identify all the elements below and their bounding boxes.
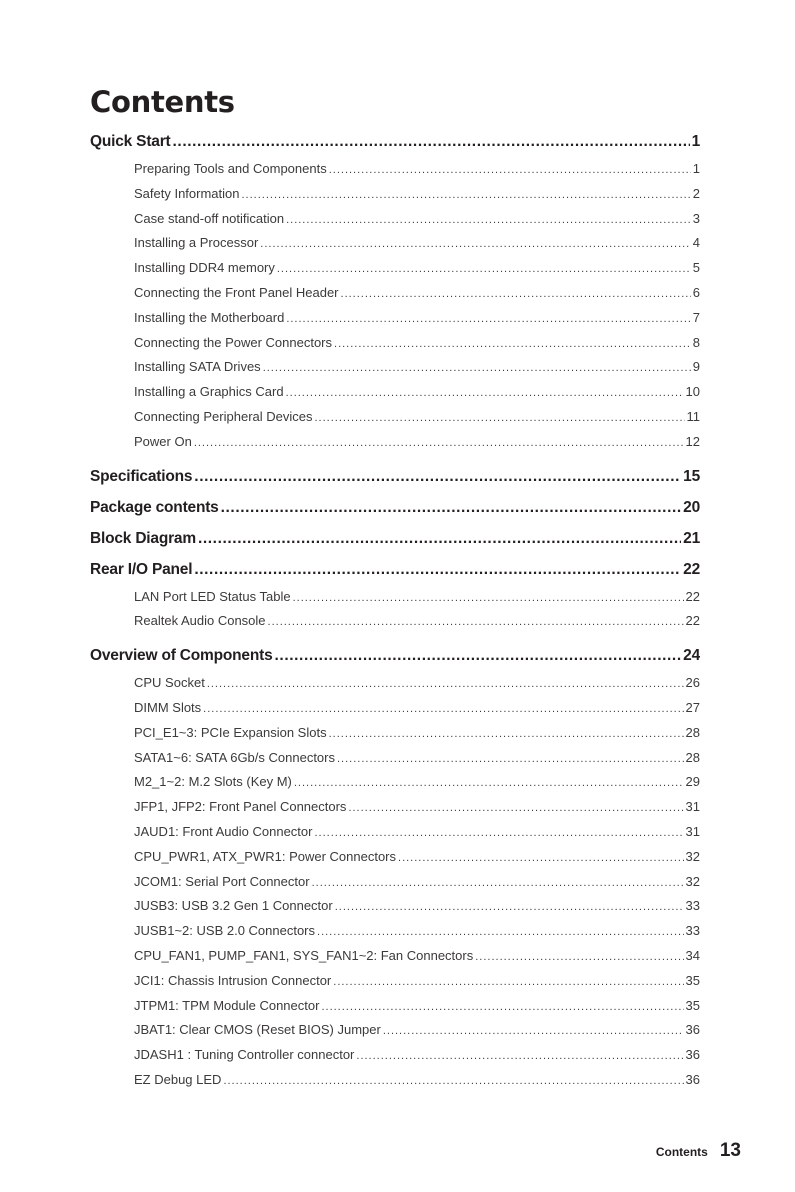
toc-dot-leader — [277, 263, 691, 275]
toc-entry-title: Case stand-off notification — [134, 210, 285, 226]
toc-dot-leader — [223, 1075, 683, 1087]
toc-subsection-entry[interactable] — [90, 998, 700, 1023]
toc-entry-page-number: 22 — [685, 613, 700, 629]
toc-entry-page-number: 32 — [685, 848, 700, 864]
toc-subsection-entry[interactable] — [90, 310, 700, 335]
toc-entry-page-number: 2 — [692, 185, 700, 201]
toc-entry-title: Block Diagram — [90, 529, 196, 547]
toc-section-entry[interactable] — [90, 130, 700, 161]
toc-dot-leader — [294, 777, 684, 789]
toc-subsection-entry[interactable] — [90, 948, 700, 973]
toc-entry-page-number: 6 — [692, 284, 700, 300]
toc-subsection-entry[interactable] — [90, 409, 700, 434]
toc-entry-title: EZ Debug LED — [134, 1071, 222, 1087]
toc-entry-page-number: 8 — [692, 334, 700, 350]
toc-entry-page-number: 36 — [685, 1071, 700, 1087]
toc-dot-leader — [263, 362, 691, 374]
toc-entry-page-number: 9 — [692, 359, 700, 375]
toc-subsection-entry[interactable] — [90, 359, 700, 384]
toc-subsection-entry[interactable] — [90, 799, 700, 824]
toc-subsection-entry[interactable] — [90, 1047, 700, 1072]
toc-entry-page-number: 33 — [685, 923, 700, 939]
toc-entry-title: LAN Port LED Status Table — [134, 588, 291, 604]
toc-subsection-entry[interactable] — [90, 824, 700, 849]
toc-entry-page-number: 22 — [683, 560, 700, 578]
toc-subsection-entry[interactable] — [90, 589, 700, 614]
toc-entry-page-number: 1 — [691, 133, 700, 150]
toc-entry-page-number: 7 — [692, 309, 700, 325]
toc-entry-page-number: 27 — [685, 699, 700, 715]
toc-entry-title: Package contents — [90, 498, 219, 516]
toc-entry-title: JCOM1: Serial Port Connector — [134, 873, 310, 889]
toc-section-entry[interactable] — [90, 527, 700, 558]
toc-entry-page-number: 10 — [685, 384, 700, 400]
toc-entry-title: JAUD1: Front Audio Connector — [134, 823, 313, 839]
toc-entry-page-number: 21 — [683, 529, 700, 547]
toc-subsection-entry[interactable] — [90, 335, 700, 360]
toc-entry-page-number: 1 — [692, 161, 700, 176]
toc-dot-leader — [329, 164, 691, 176]
toc-entry-title: Connecting Peripheral Devices — [134, 408, 313, 424]
toc-dot-leader — [194, 561, 681, 579]
toc-dot-leader — [348, 802, 683, 814]
toc-section-entry[interactable] — [90, 465, 700, 496]
toc-entry-title: Installing DDR4 memory — [134, 260, 275, 276]
toc-entry-title: CPU Socket — [134, 675, 205, 691]
toc-entry-title: Connecting the Power Connectors — [134, 334, 333, 350]
page-footer — [656, 1140, 741, 1162]
toc-dot-leader — [221, 499, 682, 517]
toc-entry-title: Installing a Graphics Card — [134, 384, 284, 400]
toc-dot-leader — [198, 530, 681, 548]
toc-entry-page-number: 26 — [685, 675, 700, 691]
toc-entry-title: Installing the Motherboard — [134, 309, 285, 325]
toc-dot-leader — [356, 1050, 683, 1062]
toc-dot-leader — [314, 412, 684, 424]
toc-entry-title: Power On — [134, 433, 192, 449]
toc-entry-title: DIMM Slots — [134, 699, 202, 715]
toc-section-entry[interactable] — [90, 496, 700, 527]
toc-entry-title: SATA1~6: SATA 6Gb/s Connectors — [134, 749, 335, 765]
toc-entry-title: Connecting the Front Panel Header — [134, 284, 339, 300]
toc-entry-page-number: 28 — [685, 749, 700, 765]
toc-entry-page-number: 5 — [692, 260, 700, 276]
toc-dot-leader — [312, 877, 684, 889]
toc-dot-leader — [268, 616, 684, 628]
toc-dot-leader — [286, 214, 691, 226]
toc-dot-leader — [335, 901, 684, 913]
toc-dot-leader — [286, 387, 684, 399]
toc-section-entry[interactable] — [90, 558, 700, 589]
toc-entry-page-number: 34 — [685, 947, 700, 963]
toc-entry-page-number: 24 — [683, 647, 700, 665]
toc-dot-leader — [242, 189, 691, 201]
toc-subsection-entry[interactable] — [90, 849, 700, 874]
toc-dot-leader — [194, 437, 684, 449]
toc-subsection-entry[interactable] — [90, 235, 700, 260]
toc-dot-leader — [203, 703, 683, 715]
toc-subsection-entry[interactable] — [90, 774, 700, 799]
footer-section-label: Contents — [655, 1145, 708, 1159]
toc-subsection-entry[interactable] — [90, 898, 700, 923]
toc-entry-page-number: 4 — [692, 235, 700, 251]
toc-subsection-entry[interactable] — [90, 161, 700, 186]
toc-dot-leader — [321, 1001, 683, 1013]
toc-entry-page-number: 12 — [685, 433, 700, 449]
toc-entry-page-number: 22 — [685, 588, 700, 604]
toc-entry-title: JTPM1: TPM Module Connector — [134, 997, 320, 1013]
toc-subsection-entry[interactable] — [90, 874, 700, 899]
toc-subsection-entry[interactable] — [90, 260, 700, 285]
toc-dot-leader — [383, 1025, 684, 1037]
toc-dot-leader — [314, 827, 683, 839]
toc-subsection-entry[interactable] — [90, 1022, 700, 1047]
toc-dot-leader — [173, 133, 690, 151]
toc-entry-page-number: 32 — [685, 873, 700, 889]
toc-subsection-entry[interactable] — [90, 725, 700, 750]
toc-entry-title: Installing a Processor — [134, 235, 259, 251]
toc-entry-page-number: 15 — [683, 467, 700, 485]
toc-dot-leader — [260, 238, 690, 250]
toc-dot-leader — [194, 468, 681, 486]
toc-subsection-entry[interactable] — [90, 1072, 700, 1097]
toc-subsection-entry[interactable] — [90, 211, 700, 236]
toc-dot-leader — [329, 728, 684, 740]
toc-entry-title: JFP1, JFP2: Front Panel Connectors — [134, 799, 347, 815]
page-title: Contents — [90, 85, 235, 119]
toc-entry-title: JUSB3: USB 3.2 Gen 1 Connector — [134, 898, 333, 914]
toc-dot-leader — [333, 976, 683, 988]
toc-entry-page-number: 36 — [685, 1047, 700, 1063]
toc-entry-title: Safety Information — [134, 185, 240, 201]
toc-entry-page-number: 31 — [685, 823, 700, 839]
toc-entry-page-number: 11 — [686, 408, 700, 424]
toc-subsection-entry[interactable] — [90, 613, 700, 638]
toc-entry-title: Rear I/O Panel — [90, 560, 193, 578]
toc-entry-title: JBAT1: Clear CMOS (Reset BIOS) Jumper — [134, 1022, 381, 1038]
toc-dot-leader — [398, 852, 684, 864]
toc-entry-title: JUSB1~2: USB 2.0 Connectors — [134, 923, 316, 939]
toc-entry-title: CPU_FAN1, PUMP_FAN1, SYS_FAN1~2: Fan Connectors — [134, 947, 474, 963]
toc-entry-title: Overview of Components — [90, 647, 273, 665]
toc-entry-title: CPU_PWR1, ATX_PWR1: Power Connectors — [134, 848, 397, 864]
toc-entry-title: Quick Start — [90, 133, 171, 150]
toc-entry-page-number: 20 — [683, 498, 700, 516]
toc-section-entry[interactable] — [90, 644, 700, 675]
toc-entry-page-number: 36 — [685, 1022, 700, 1038]
toc-dot-leader — [334, 338, 691, 350]
toc-dot-leader — [337, 753, 684, 765]
footer-page-number: 13 — [719, 1140, 741, 1161]
toc-entry-title: Installing SATA Drives — [134, 359, 261, 375]
toc-dot-leader — [317, 926, 684, 938]
table-of-contents — [90, 130, 700, 1103]
toc-entry-page-number: 35 — [685, 972, 700, 988]
toc-entry-title: Specifications — [90, 467, 193, 485]
toc-subsection-entry[interactable] — [90, 700, 700, 725]
toc-dot-leader — [341, 288, 691, 300]
toc-dot-leader — [475, 951, 683, 963]
toc-entry-page-number: 28 — [685, 724, 700, 740]
toc-subsection-entry[interactable] — [90, 285, 700, 310]
toc-entry-title: JDASH1 : Tuning Controller connector — [134, 1047, 355, 1063]
toc-entry-title: Preparing Tools and Components — [134, 161, 327, 176]
toc-subsection-entry[interactable] — [90, 675, 700, 700]
toc-entry-page-number: 33 — [685, 898, 700, 914]
toc-dot-leader — [286, 313, 690, 325]
toc-dot-leader — [275, 647, 682, 665]
toc-entry-page-number: 3 — [692, 210, 700, 226]
toc-entry-title: JCI1: Chassis Intrusion Connector — [134, 972, 332, 988]
toc-subsection-entry[interactable] — [90, 923, 700, 948]
toc-entry-title: Realtek Audio Console — [134, 613, 266, 629]
toc-subsection-entry[interactable] — [90, 434, 700, 459]
toc-subsection-entry[interactable] — [90, 384, 700, 409]
toc-entry-page-number: 35 — [685, 997, 700, 1013]
toc-entry-page-number: 31 — [685, 799, 700, 815]
toc-subsection-entry[interactable] — [90, 750, 700, 775]
toc-entry-title: M2_1~2: M.2 Slots (Key M) — [134, 774, 292, 790]
toc-subsection-entry[interactable] — [90, 973, 700, 998]
toc-entry-page-number: 29 — [685, 774, 700, 790]
toc-subsection-entry[interactable] — [90, 186, 700, 211]
toc-dot-leader — [293, 592, 684, 604]
toc-entry-title: PCI_E1~3: PCIe Expansion Slots — [134, 724, 327, 740]
toc-dot-leader — [207, 678, 684, 690]
